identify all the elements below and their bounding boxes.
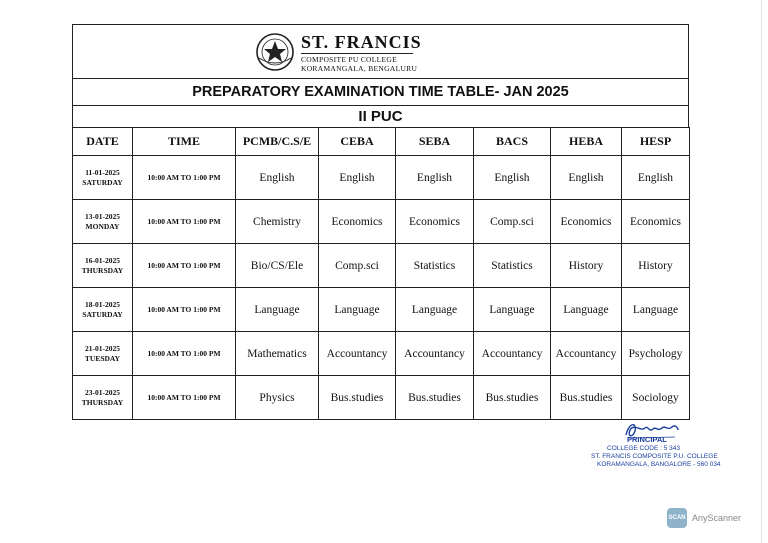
college-name-block — [301, 32, 422, 73]
subject-cell: English — [474, 156, 551, 200]
page-edge-line — [761, 0, 762, 543]
subject-cell: Economics — [319, 200, 396, 244]
scanner-watermark — [667, 508, 741, 528]
time-cell: 10:00 AM TO 1:00 PM — [133, 332, 236, 376]
date-value: 21-01-2025 — [85, 343, 120, 353]
day-value: THURSDAY — [81, 397, 124, 407]
subject-cell: Accountancy — [551, 332, 622, 376]
date-cell — [73, 200, 133, 244]
day-value: TUESDAY — [84, 353, 121, 363]
time-cell: 10:00 AM TO 1:00 PM — [133, 244, 236, 288]
subject-cell: History — [622, 244, 690, 288]
date-value: 18-01-2025 — [85, 299, 120, 309]
header-row — [73, 128, 690, 156]
table-row — [73, 376, 690, 420]
table-row — [73, 288, 690, 332]
stamp-address: KORAMANGALA, BANGALORE - 560 034 — [597, 461, 721, 468]
date-value: 11-01-2025 — [85, 167, 120, 177]
scanner-app-label: AnyScanner — [692, 513, 742, 523]
subject-cell: English — [319, 156, 396, 200]
subject-cell: Bio/CS/Ele — [236, 244, 319, 288]
subject-cell: English — [622, 156, 690, 200]
subject-cell: Language — [622, 288, 690, 332]
subject-cell: Language — [474, 288, 551, 332]
scanner-app-icon: SCAN — [667, 508, 687, 528]
table-row — [73, 332, 690, 376]
date-value: 23-01-2025 — [85, 387, 120, 397]
date-value: 13-01-2025 — [85, 211, 120, 221]
subject-cell: Accountancy — [319, 332, 396, 376]
col-header: PCMB/C.S/E — [236, 128, 319, 156]
subject-cell: Economics — [622, 200, 690, 244]
time-cell: 10:00 AM TO 1:00 PM — [133, 376, 236, 420]
subject-cell: Economics — [551, 200, 622, 244]
subject-cell: Bus.studies — [396, 376, 474, 420]
stamp-title: PRINCIPAL — [627, 435, 667, 444]
subject-cell: Comp.sci — [319, 244, 396, 288]
subject-cell: Language — [236, 288, 319, 332]
day-value: SATURDAY — [82, 177, 123, 187]
subject-cell: Bus.studies — [551, 376, 622, 420]
table-row — [73, 200, 690, 244]
col-header: HEBA — [551, 128, 622, 156]
time-cell: 10:00 AM TO 1:00 PM — [133, 200, 236, 244]
principal-stamp — [585, 420, 725, 480]
subject-cell: Physics — [236, 376, 319, 420]
timetable — [72, 127, 690, 420]
day-value: THURSDAY — [81, 265, 124, 275]
class-label: II PUC — [72, 105, 689, 127]
date-cell — [73, 288, 133, 332]
day-value: SATURDAY — [82, 309, 123, 319]
col-header: TIME — [133, 128, 236, 156]
col-header: SEBA — [396, 128, 474, 156]
time-cell: 10:00 AM TO 1:00 PM — [133, 288, 236, 332]
subject-cell: Psychology — [622, 332, 690, 376]
subject-cell: Economics — [396, 200, 474, 244]
col-header: DATE — [73, 128, 133, 156]
subject-cell: Statistics — [474, 244, 551, 288]
col-header: HESP — [622, 128, 690, 156]
col-header: CEBA — [319, 128, 396, 156]
subject-cell: Bus.studies — [474, 376, 551, 420]
subject-cell: English — [236, 156, 319, 200]
subject-cell: Statistics — [396, 244, 474, 288]
subject-cell: Language — [396, 288, 474, 332]
exam-title: PREPARATORY EXAMINATION TIME TABLE- JAN 2025 — [72, 78, 689, 105]
timetable-sheet — [72, 24, 689, 420]
col-header: BACS — [474, 128, 551, 156]
day-value: MONDAY — [85, 221, 120, 231]
subject-cell: Sociology — [622, 376, 690, 420]
subject-cell: Chemistry — [236, 200, 319, 244]
college-address: KORAMANGALA, BENGALURU — [301, 64, 418, 73]
subject-cell: English — [396, 156, 474, 200]
time-cell: 10:00 AM TO 1:00 PM — [133, 156, 236, 200]
date-cell — [73, 332, 133, 376]
stamp-college-name: ST. FRANCIS COMPOSITE P.U. COLLEGE — [591, 453, 718, 460]
subject-cell: Mathematics — [236, 332, 319, 376]
name-divider — [301, 53, 413, 54]
table-row — [73, 244, 690, 288]
table-row — [73, 156, 690, 200]
subject-cell: Bus.studies — [319, 376, 396, 420]
subject-cell: Accountancy — [396, 332, 474, 376]
subject-cell: History — [551, 244, 622, 288]
college-name: ST. FRANCIS — [301, 32, 422, 52]
date-cell — [73, 244, 133, 288]
date-cell — [73, 156, 133, 200]
subject-cell: English — [551, 156, 622, 200]
stamp-college-code: COLLEGE CODE : 5 343 — [607, 445, 680, 452]
date-value: 16-01-2025 — [85, 255, 120, 265]
college-subtitle: COMPOSITE PU COLLEGE — [301, 55, 398, 64]
date-cell — [73, 376, 133, 420]
college-emblem-icon — [255, 32, 295, 72]
college-header — [72, 24, 689, 78]
subject-cell: Accountancy — [474, 332, 551, 376]
subject-cell: Language — [551, 288, 622, 332]
subject-cell: Language — [319, 288, 396, 332]
subject-cell: Comp.sci — [474, 200, 551, 244]
